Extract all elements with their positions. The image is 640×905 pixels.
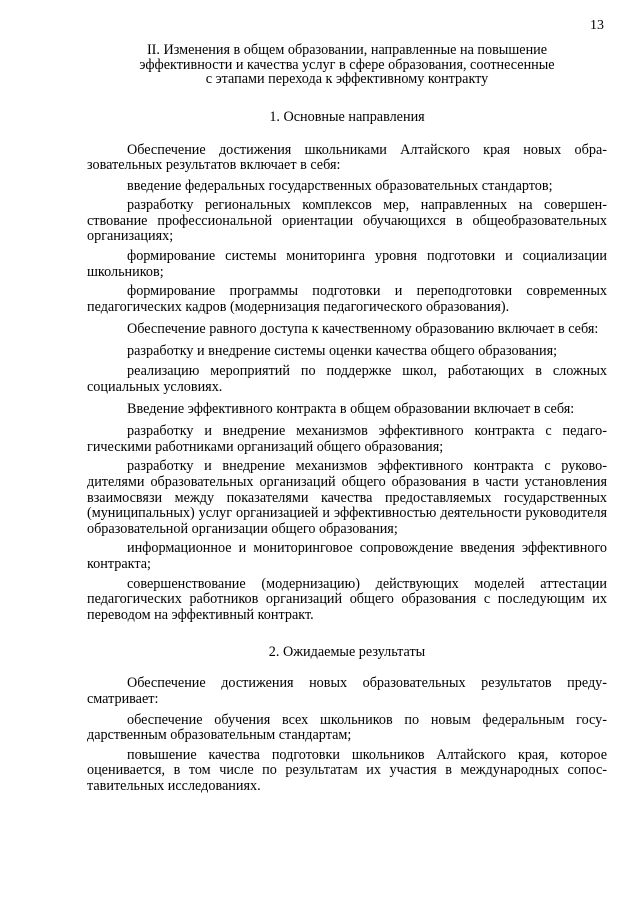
section-title-main-directions: 1. Основные направления [269, 108, 425, 125]
section-body-main-directions [87, 143, 607, 624]
paragraph: разработку региональных комплексов мер, направленных на совершенствование профессиональной ориентации обучающихся в общеобразовательных организациях; [87, 197, 607, 245]
chapter-heading-line: эффективности и качества услуг в сфере образования, соотнесенные [139, 56, 555, 73]
chapter-heading-line: II. Изменения в общем образовании, направленные на повышение [146, 42, 548, 58]
paragraph: обеспечение обучения всех школьников по новым федеральным государственным образовательным стандартам; [87, 711, 607, 744]
paragraph: Обеспечение достижения школьниками Алтайского края новых образовательных результатов включает в себя: [87, 141, 607, 174]
section-body-expected-results [87, 676, 607, 794]
paragraph: Обеспечение достижения новых образовательных результатов предусматривает: [87, 675, 607, 707]
page-number: 13 [590, 18, 604, 33]
chapter-heading [87, 0, 607, 87]
paragraph: разработку и внедрение механизмов эффективного контракта с педагогическими работниками организаций общего образования; [87, 423, 607, 455]
paragraph: информационное и мониторинговое сопровождение введения эффективного контракта; [87, 540, 607, 572]
paragraph: введение федеральных государственных образовательных стандартов; [127, 177, 553, 194]
paragraph: разработку и внедрение системы оценки качества общего образования; [127, 343, 558, 360]
paragraph: совершенствование (модернизацию) действующих моделей аттестации педагогических работников организаций общего образования с последующим их переводом на эффективный контракт. [87, 575, 607, 623]
paragraph: Введение эффективного контракта в общем образовании включает в себя: [127, 401, 575, 418]
chapter-heading-line: с этапами перехода к эффективному контракту [205, 71, 489, 87]
paragraph: Обеспечение равного доступа к качественному образованию включает в себя: [127, 321, 599, 338]
paragraph: реализацию мероприятий по поддержке школ, работающих в сложных социальных условиях. [87, 363, 607, 395]
paragraph: повышение качества подготовки школьников Алтайского края, которое оценивается, в том числе по результатам их участия в международных сопоставительных исследованиях. [87, 746, 607, 794]
paragraph: формирование программы подготовки и переподготовки современных педагогических кадров (модернизация педагогического образования). [87, 283, 607, 315]
paragraph: разработку и внедрение механизмов эффективного контракта с руководителями образовательных организаций общего образования в части установления взаимосвязи между показателями качества предоставляемых государственных (муниципальных) услуг организацией и эффективностью деятельности руководителя образовательной организации общего образования; [87, 458, 607, 537]
paragraph: формирование системы мониторинга уровня подготовки и социализации школьников; [87, 248, 607, 280]
section-title-expected-results: 2. Ожидаемые результаты [268, 644, 426, 661]
